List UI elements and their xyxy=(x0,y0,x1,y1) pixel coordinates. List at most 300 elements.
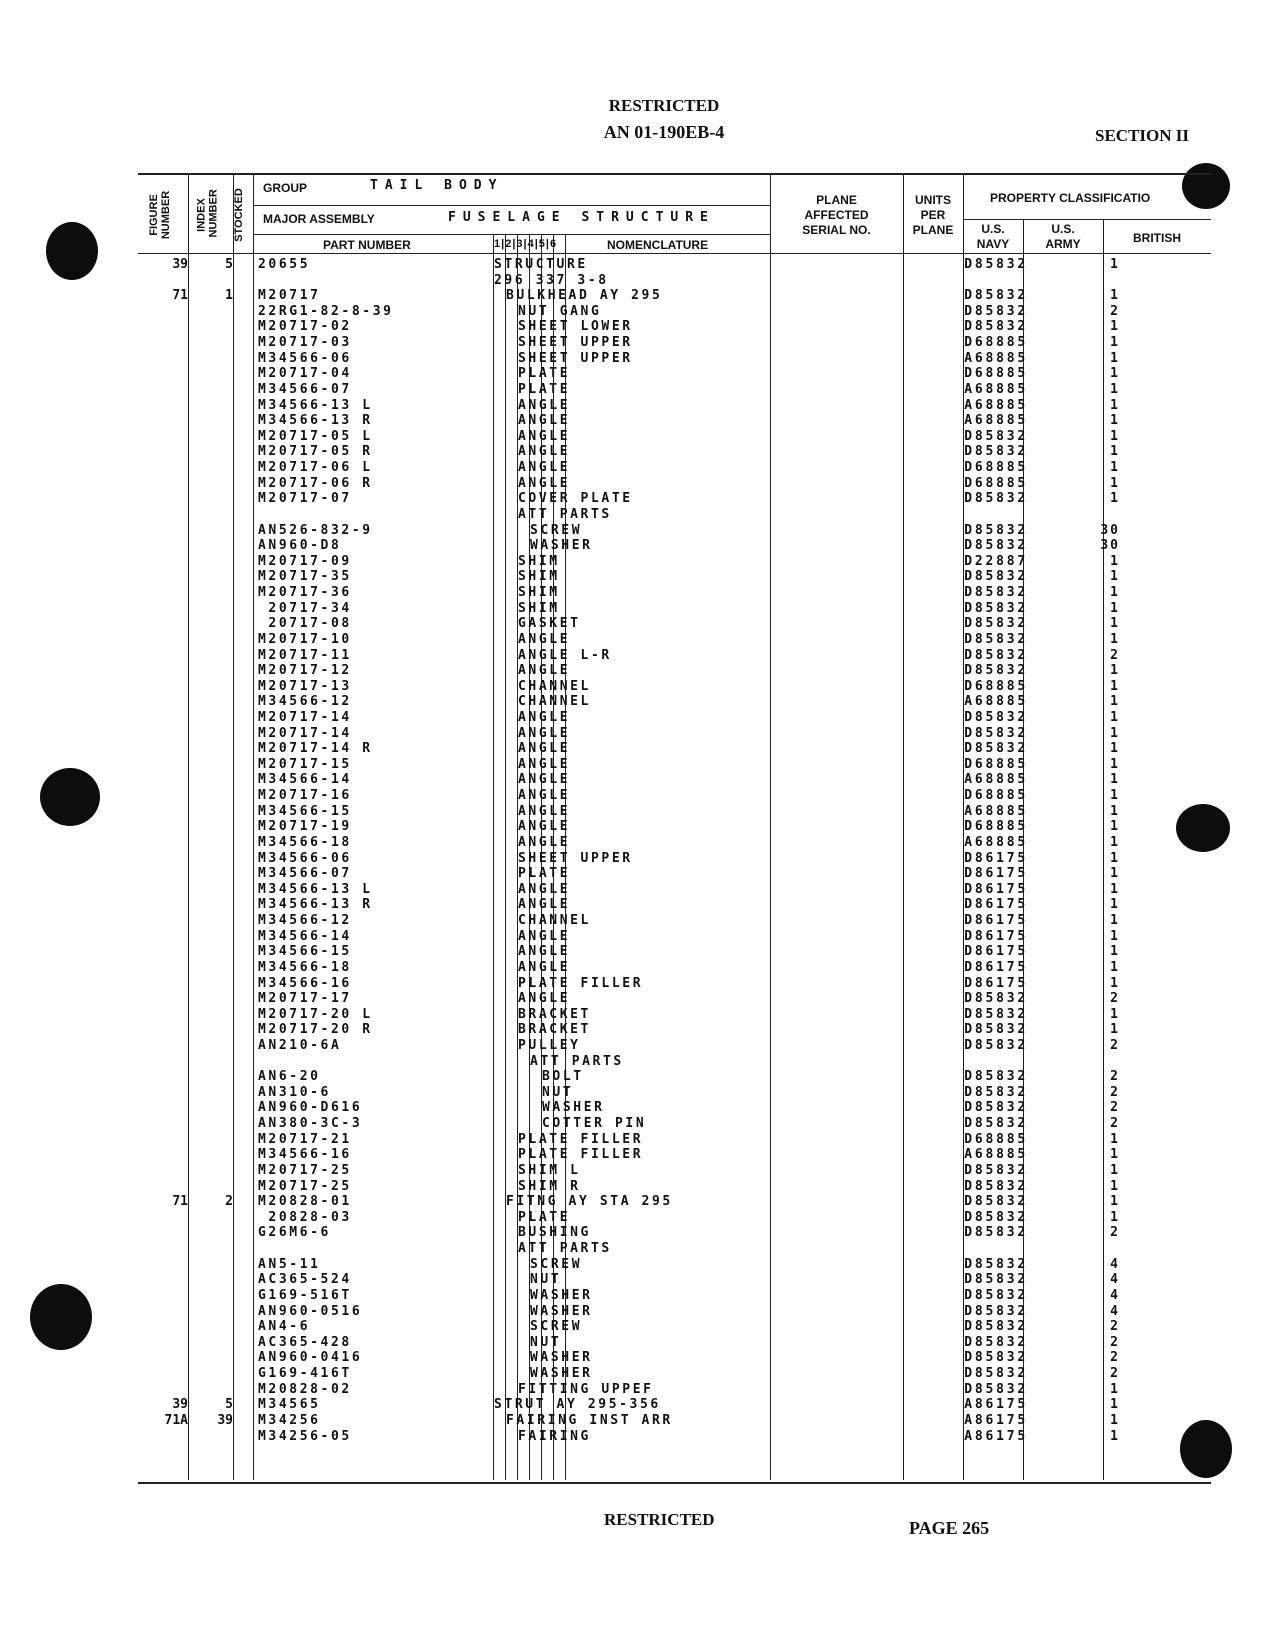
nomenclature-cell: ANGLE xyxy=(518,897,571,913)
serial-number-cell: A86175 xyxy=(964,1428,1028,1444)
nomenclature-cell: WASHER xyxy=(542,1100,605,1116)
serial-number-cell: D85832 xyxy=(964,1225,1028,1241)
units-per-plane-cell: 1 xyxy=(1110,881,1120,897)
serial-number-cell: A68885 xyxy=(964,694,1028,710)
serial-number-cell: D85832 xyxy=(964,1069,1028,1085)
table-row xyxy=(138,1179,1211,1195)
nomenclature-cell: WASHER xyxy=(530,1287,593,1303)
index-number-cell: 39 xyxy=(217,1412,233,1428)
nomenclature-cell: ANGLE xyxy=(518,756,571,772)
nomenclature-cell: SHEET UPPER xyxy=(518,350,633,366)
nomenclature-cell: SHEET UPPER xyxy=(518,335,633,351)
table-row xyxy=(138,1194,1211,1210)
serial-number-cell: D85832 xyxy=(964,569,1028,585)
table-row xyxy=(138,1413,1211,1429)
table-row xyxy=(138,944,1211,960)
units-per-plane-cell: 1 xyxy=(1110,803,1120,819)
part-number-cell: AC365-428 xyxy=(258,1334,352,1350)
table-row xyxy=(138,1241,1211,1257)
part-number-cell: M34566-07 xyxy=(258,866,352,882)
serial-number-cell: D86175 xyxy=(964,944,1028,960)
part-number-cell: M20717-04 xyxy=(258,366,352,382)
nomenclature-cell: BRACKET xyxy=(518,1006,591,1022)
units-per-plane-cell: 1 xyxy=(1110,709,1120,725)
part-number-cell: M20717-25 xyxy=(258,1178,352,1194)
units-per-plane-cell: 2 xyxy=(1110,1038,1120,1053)
index-number-header: INDEX NUMBER xyxy=(195,189,220,238)
nomenclature-cell: ANGLE xyxy=(518,444,571,460)
units-per-plane-cell: 1 xyxy=(1110,1428,1120,1444)
nomenclature-cell: SHIM xyxy=(518,600,560,616)
units-per-plane-cell: 1 xyxy=(1110,413,1120,429)
units-per-plane-cell: 2 xyxy=(1110,991,1120,1007)
serial-number-cell: D86175 xyxy=(964,866,1028,882)
table-row xyxy=(138,1257,1211,1273)
part-number-cell: M34566-13 L xyxy=(258,397,373,413)
serial-number-cell: D85832 xyxy=(964,725,1028,741)
units-per-plane-cell: 1 xyxy=(1110,319,1120,335)
nomenclature-cell: FITTING UPPEF xyxy=(518,1381,654,1397)
part-number-cell: M34566-15 xyxy=(258,944,352,960)
nomenclature-cell: WASHER xyxy=(530,538,593,554)
table-row xyxy=(138,710,1211,726)
table-row xyxy=(138,538,1211,554)
serial-number-cell: D85832 xyxy=(964,1162,1028,1178)
units-per-plane-cell: 1 xyxy=(1110,694,1120,710)
serial-number-cell: D68885 xyxy=(964,460,1028,476)
part-number-cell: AN4-6 xyxy=(258,1319,311,1335)
part-number-cell: M34566-12 xyxy=(258,694,352,710)
table-row xyxy=(138,882,1211,898)
restricted-footer: RESTRICTED xyxy=(604,1510,715,1529)
table-row xyxy=(138,663,1211,679)
table-row xyxy=(138,1225,1211,1241)
table-row xyxy=(138,1288,1211,1304)
part-number-cell: M34566-16 xyxy=(258,1147,352,1163)
serial-number-cell: A86175 xyxy=(964,1412,1028,1428)
part-number-cell: 22RG1-82-8-39 xyxy=(258,303,394,319)
nomenclature-cell: STRUT AY 295-356 xyxy=(494,1397,661,1413)
units-per-plane-cell: 2 xyxy=(1110,1334,1120,1350)
table-row xyxy=(138,398,1211,414)
nomenclature-cell: ANGLE xyxy=(518,397,571,413)
us-navy-header: U.S. NAVY xyxy=(976,222,1010,251)
part-number-cell: 20655 xyxy=(258,257,311,272)
part-number-cell: M20717-02 xyxy=(258,319,352,335)
units-per-plane-cell: 1 xyxy=(1110,569,1120,585)
serial-number-cell: D85832 xyxy=(964,1006,1028,1022)
table-row xyxy=(138,491,1211,507)
part-number-cell: M20717-06 L xyxy=(258,460,373,476)
nomenclature-cell: SHIM xyxy=(518,553,560,569)
part-number-cell: G169-416T xyxy=(258,1366,352,1382)
units-per-plane-cell: 1 xyxy=(1110,834,1120,850)
nomenclature-cell: NUT xyxy=(530,1334,562,1350)
table-row xyxy=(138,335,1211,351)
property-classification-header: PROPERTY CLASSIFICATIO xyxy=(990,191,1151,205)
part-number-cell: M34566-14 xyxy=(258,928,352,944)
nomenclature-cell: ANGLE xyxy=(518,803,571,819)
units-per-plane-cell: 1 xyxy=(1110,460,1120,476)
nomenclature-cell: NUT GANG xyxy=(518,303,602,319)
part-number-cell: M34256-05 xyxy=(258,1428,352,1444)
units-per-plane-cell: 1 xyxy=(1110,381,1120,397)
nomenclature-cell: WASHER xyxy=(530,1303,593,1319)
major-assembly-label: MAJOR ASSEMBLY xyxy=(263,212,375,226)
serial-number-cell: A68885 xyxy=(964,834,1028,850)
units-per-plane-cell: 1 xyxy=(1110,600,1120,616)
part-number-cell: M20717-07 xyxy=(258,491,352,507)
table-row xyxy=(138,351,1211,367)
table-row xyxy=(138,1054,1211,1070)
table-row xyxy=(138,601,1211,617)
part-number-cell: M34565 xyxy=(258,1397,321,1413)
serial-number-cell: D85832 xyxy=(964,491,1028,507)
part-number-cell: AN960-0416 xyxy=(258,1350,363,1366)
nomenclature-cell: SHIM R xyxy=(518,1178,581,1194)
table-row xyxy=(138,804,1211,820)
units-per-plane-cell: 1 xyxy=(1110,663,1120,679)
units-per-plane-cell: 1 xyxy=(1110,866,1120,882)
table-row xyxy=(138,1085,1211,1101)
nomenclature-cell: ANGLE xyxy=(518,428,571,444)
units-per-plane-cell: 1 xyxy=(1110,366,1120,382)
table-row xyxy=(138,413,1211,429)
part-number-header: PART NUMBER xyxy=(323,238,411,252)
part-number-cell: M34566-06 xyxy=(258,350,352,366)
table-row xyxy=(138,632,1211,648)
nomenclature-cell: SHIM xyxy=(518,569,560,585)
nomenclature-cell: ATT PARTS xyxy=(518,506,612,522)
serial-number-cell: D68885 xyxy=(964,788,1028,804)
nomenclature-cell: ANGLE xyxy=(518,928,571,944)
nomenclature-cell: PLATE FILLER xyxy=(518,975,644,991)
table-row xyxy=(138,866,1211,882)
units-per-plane-cell: 4 xyxy=(1110,1256,1120,1272)
units-per-plane-cell: 1 xyxy=(1110,631,1120,647)
major-assembly-value: FUSELAGE STRUCTURE xyxy=(448,210,715,225)
units-per-plane-cell: 1 xyxy=(1110,975,1120,991)
part-number-cell: AN960-D616 xyxy=(258,1100,363,1116)
table-row xyxy=(138,1100,1211,1116)
units-per-plane-cell: 1 xyxy=(1110,1209,1120,1225)
row-divider-group xyxy=(253,205,770,206)
part-number-cell: M20717-20 R xyxy=(258,1022,373,1038)
units-per-plane-cell: 1 xyxy=(1110,741,1120,757)
part-number-cell: M20717-19 xyxy=(258,819,352,835)
table-row xyxy=(138,569,1211,585)
serial-number-cell: D85832 xyxy=(964,1178,1028,1194)
nomenclature-cell: ANGLE xyxy=(518,881,571,897)
units-per-plane-cell: 2 xyxy=(1110,1116,1120,1132)
units-per-plane-cell: 1 xyxy=(1110,928,1120,944)
table-row xyxy=(138,913,1211,929)
units-per-plane-cell: 2 xyxy=(1110,1319,1120,1335)
table-row xyxy=(138,429,1211,445)
nomenclature-cell: SCREW xyxy=(530,1256,583,1272)
serial-number-cell: A68885 xyxy=(964,397,1028,413)
units-per-plane-cell: 1 xyxy=(1110,959,1120,975)
row-divider-assembly xyxy=(253,234,770,235)
figure-number-cell: 39 xyxy=(172,1397,188,1413)
section-label: SECTION II xyxy=(1095,126,1190,145)
table-row xyxy=(138,1429,1211,1445)
table-row xyxy=(138,694,1211,710)
table-row xyxy=(138,1147,1211,1163)
part-number-cell: M20717-13 xyxy=(258,678,352,694)
level-digits-header: 1|2|3|4|5|6 xyxy=(494,238,558,250)
serial-number-cell: D68885 xyxy=(964,335,1028,351)
nomenclature-cell: NUT xyxy=(542,1084,574,1100)
part-number-cell: M20717-15 xyxy=(258,756,352,772)
table-row xyxy=(138,523,1211,539)
part-number-cell: M34566-07 xyxy=(258,381,352,397)
part-number-cell: M34566-13 R xyxy=(258,413,373,429)
serial-number-cell: D86175 xyxy=(964,928,1028,944)
part-number-cell: M20717-05 L xyxy=(258,428,373,444)
part-number-cell: AN960-D8 xyxy=(258,538,342,554)
nomenclature-cell: PLATE xyxy=(518,366,571,382)
serial-number-cell: D86175 xyxy=(964,959,1028,975)
table-row xyxy=(138,444,1211,460)
table-row xyxy=(138,648,1211,664)
part-number-cell: G26M6-6 xyxy=(258,1225,331,1241)
serial-number-cell: D85832 xyxy=(964,319,1028,335)
nomenclature-cell: ANGLE xyxy=(518,959,571,975)
head-bottom-rule xyxy=(138,253,1211,254)
nomenclature-cell: WASHER xyxy=(530,1350,593,1366)
nomenclature-cell: ANGLE xyxy=(518,944,571,960)
table-row xyxy=(138,897,1211,913)
part-number-cell: M20717-06 R xyxy=(258,475,373,491)
table-row xyxy=(138,273,1211,289)
table-row xyxy=(138,1397,1211,1413)
units-per-plane-cell: 1 xyxy=(1110,772,1120,788)
units-per-plane-cell: 2 xyxy=(1110,303,1120,319)
part-number-cell: AN210-6A xyxy=(258,1038,342,1053)
units-per-plane-cell: 1 xyxy=(1110,1178,1120,1194)
part-number-cell: M20717-35 xyxy=(258,569,352,585)
part-number-cell: M20717-14 xyxy=(258,725,352,741)
nomenclature-cell: CHANNEL xyxy=(518,678,591,694)
units-per-plane-cell: 2 xyxy=(1110,647,1120,663)
table-row xyxy=(138,585,1211,601)
table-row xyxy=(138,1163,1211,1179)
row-divider-property xyxy=(963,219,1211,220)
table-row xyxy=(138,460,1211,476)
part-number-cell: M34566-13 L xyxy=(258,881,373,897)
table-row xyxy=(138,679,1211,695)
units-per-plane-cell: 2 xyxy=(1110,1366,1120,1382)
part-number-cell: M20828-01 xyxy=(258,1194,352,1210)
nomenclature-cell: 296 337 3-8 xyxy=(494,272,609,288)
group-value: TAIL BODY xyxy=(370,178,504,193)
british-header: BRITISH xyxy=(1133,231,1181,245)
serial-number-cell: D85832 xyxy=(964,600,1028,616)
serial-number-cell: D68885 xyxy=(964,819,1028,835)
table-row xyxy=(138,1382,1211,1398)
nomenclature-cell: ANGLE xyxy=(518,475,571,491)
units-per-plane-cell: 30 xyxy=(1100,522,1120,538)
part-number-cell: M20717-11 xyxy=(258,647,352,663)
serial-number-cell: D85832 xyxy=(964,1319,1028,1335)
figure-number-header: FIGURE NUMBER xyxy=(148,190,172,240)
part-number-cell: AN960-0516 xyxy=(258,1303,363,1319)
part-number-cell: M20717-16 xyxy=(258,788,352,804)
part-number-cell: M34566-16 xyxy=(258,975,352,991)
nomenclature-cell: ATT PARTS xyxy=(530,1053,624,1069)
table-row xyxy=(138,1210,1211,1226)
serial-number-cell: D68885 xyxy=(964,756,1028,772)
page-number: PAGE 265 xyxy=(909,1518,990,1538)
figure-number-cell: 39 xyxy=(172,257,188,272)
nomenclature-cell: PLATE xyxy=(518,866,571,882)
nomenclature-cell: BRACKET xyxy=(518,1022,591,1038)
nomenclature-cell: SHEET UPPER xyxy=(518,850,633,866)
plane-affected-header: PLANE AFFECTED SERIAL NO. xyxy=(802,193,871,237)
nomenclature-cell: ANGLE xyxy=(518,631,571,647)
units-per-plane-cell: 1 xyxy=(1110,444,1120,460)
table-row xyxy=(138,1022,1211,1038)
units-per-plane-cell: 1 xyxy=(1110,1147,1120,1163)
part-number-cell: M20717-21 xyxy=(258,1131,352,1147)
serial-number-cell: D85832 xyxy=(964,1287,1028,1303)
nomenclature-cell: ANGLE xyxy=(518,460,571,476)
serial-number-cell: D85832 xyxy=(964,1334,1028,1350)
nomenclature-cell: ANGLE xyxy=(518,772,571,788)
part-number-cell: M34566-15 xyxy=(258,803,352,819)
table-row xyxy=(138,851,1211,867)
units-per-plane-cell: 2 xyxy=(1110,1069,1120,1085)
stocked-header: STOCKED xyxy=(233,188,245,242)
units-per-plane-cell: 1 xyxy=(1110,678,1120,694)
units-per-plane-cell: 1 xyxy=(1110,1006,1120,1022)
units-per-plane-cell: 4 xyxy=(1110,1303,1120,1319)
nomenclature-cell: PLATE FILLER xyxy=(518,1147,644,1163)
serial-number-cell: D86175 xyxy=(964,913,1028,929)
units-per-plane-cell: 4 xyxy=(1110,1287,1120,1303)
units-per-plane-cell: 1 xyxy=(1110,397,1120,413)
index-number-cell: 2 xyxy=(225,1194,233,1210)
part-number-cell: 20828-03 xyxy=(258,1209,352,1225)
table-row xyxy=(138,1272,1211,1288)
nomenclature-cell: ANGLE xyxy=(518,709,571,725)
serial-number-cell: A68885 xyxy=(964,413,1028,429)
serial-number-cell: D85832 xyxy=(964,257,1028,272)
serial-number-cell: A68885 xyxy=(964,803,1028,819)
nomenclature-cell: PLATE FILLER xyxy=(518,1131,644,1147)
serial-number-cell: D85832 xyxy=(964,1100,1028,1116)
serial-number-cell: D85832 xyxy=(964,1194,1028,1210)
units-per-plane-cell: 1 xyxy=(1110,944,1120,960)
part-number-cell: M20717-12 xyxy=(258,663,352,679)
table-row xyxy=(138,991,1211,1007)
units-per-plane-cell: 2 xyxy=(1110,1350,1120,1366)
serial-number-cell: A68885 xyxy=(964,1147,1028,1163)
serial-number-cell: D85832 xyxy=(964,1038,1028,1053)
serial-number-cell: D68885 xyxy=(964,366,1028,382)
nomenclature-cell: PLATE xyxy=(518,381,571,397)
table-row xyxy=(138,257,1211,273)
nomenclature-cell: ANGLE xyxy=(518,663,571,679)
binder-hole-mid-left xyxy=(40,768,100,826)
part-number-cell: M34566-12 xyxy=(258,913,352,929)
units-per-plane-cell: 1 xyxy=(1110,819,1120,835)
nomenclature-cell: CHANNEL xyxy=(518,913,591,929)
part-number-cell: M20717-14 R xyxy=(258,741,373,757)
units-per-plane-cell: 1 xyxy=(1110,616,1120,632)
units-per-plane-cell: 1 xyxy=(1110,475,1120,491)
nomenclature-cell: SCREW xyxy=(530,1319,583,1335)
part-number-cell: M20717-05 R xyxy=(258,444,373,460)
serial-number-cell: D85832 xyxy=(964,1022,1028,1038)
part-number-cell: M20717-10 xyxy=(258,631,352,647)
part-number-cell: 20717-34 xyxy=(258,600,352,616)
nomenclature-cell: FAIRING INST ARR xyxy=(506,1412,673,1428)
serial-number-cell: D85832 xyxy=(964,991,1028,1007)
table-row xyxy=(138,288,1211,304)
part-number-cell: G169-516T xyxy=(258,1287,352,1303)
nomenclature-cell: COVER PLATE xyxy=(518,491,633,507)
part-number-cell: AN310-6 xyxy=(258,1084,331,1100)
nomenclature-cell: BULKHEAD AY 295 xyxy=(506,288,663,304)
nomenclature-cell: SHEET LOWER xyxy=(518,319,633,335)
units-per-plane-cell: 2 xyxy=(1110,1084,1120,1100)
serial-number-cell: D85832 xyxy=(964,1303,1028,1319)
serial-number-cell: D85832 xyxy=(964,647,1028,663)
units-per-plane-cell: 2 xyxy=(1110,1100,1120,1116)
part-number-cell: M20717-25 xyxy=(258,1162,352,1178)
units-per-plane-cell: 30 xyxy=(1100,538,1120,554)
table-row xyxy=(138,382,1211,398)
units-per-plane-cell: 1 xyxy=(1110,1412,1120,1428)
table-row xyxy=(138,1366,1211,1382)
nomenclature-cell: ANGLE xyxy=(518,834,571,850)
index-number-cell: 1 xyxy=(225,288,233,304)
table-row xyxy=(138,1335,1211,1351)
serial-number-cell: D85832 xyxy=(964,741,1028,757)
nomenclature-cell: BOLT xyxy=(542,1069,584,1085)
group-label: GROUP xyxy=(263,181,308,195)
part-number-cell: M20828-02 xyxy=(258,1381,352,1397)
part-number-cell: M34256 xyxy=(258,1412,321,1428)
nomenclature-cell: SHIM L xyxy=(518,1162,581,1178)
units-per-plane-cell: 1 xyxy=(1110,428,1120,444)
nomenclature-cell: ANGLE xyxy=(518,788,571,804)
table-row xyxy=(138,741,1211,757)
nomenclature-cell: BUSHING xyxy=(518,1225,591,1241)
units-per-plane-cell: 1 xyxy=(1110,491,1120,507)
units-per-plane-cell: 1 xyxy=(1110,257,1120,272)
table-row xyxy=(138,366,1211,382)
units-per-plane-cell: 1 xyxy=(1110,1022,1120,1038)
table-row xyxy=(138,757,1211,773)
part-number-cell: AN380-3C-3 xyxy=(258,1116,363,1132)
part-number-cell: M34566-13 R xyxy=(258,897,373,913)
part-number-cell: M34566-06 xyxy=(258,850,352,866)
part-number-cell: M20717-20 L xyxy=(258,1006,373,1022)
index-number-cell: 5 xyxy=(225,1397,233,1413)
part-number-cell: M20717-14 xyxy=(258,709,352,725)
nomenclature-header: NOMENCLATURE xyxy=(607,238,709,252)
serial-number-cell: D85832 xyxy=(964,1116,1028,1132)
table-row xyxy=(138,1350,1211,1366)
serial-number-cell: D85832 xyxy=(964,444,1028,460)
serial-number-cell: D68885 xyxy=(964,678,1028,694)
part-number-cell: 20717-08 xyxy=(258,616,352,632)
figure-number-cell: 71A xyxy=(164,1412,188,1428)
part-number-cell: M20717-36 xyxy=(258,585,352,601)
